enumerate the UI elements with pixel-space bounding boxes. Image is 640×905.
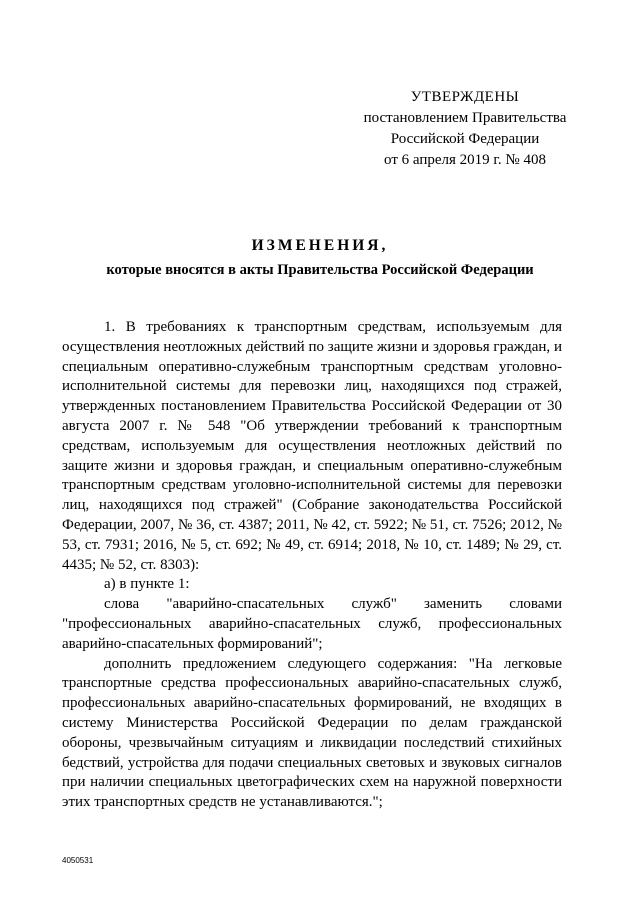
approval-stamp (330, 87, 600, 171)
document-title: ИЗМЕНЕНИЯ, (251, 237, 389, 254)
document-body (62, 318, 562, 813)
paragraph-subitem-a: а) в пункте 1: (104, 576, 190, 593)
document-code: 4050531 (62, 856, 94, 865)
approval-date-line: от 6 апреля 2019 г. № 408 (384, 152, 546, 168)
paragraph-item-1: 1. В требованиях к транспортным средствам, используемым для осуществления неотложных действий по защите жизни и здоровья граждан, и специальным оперативно-служебным транспортным средствам уголовно-исполнительной системы для перевозки лиц, находящихся под стражей, утвержденных постановлением Правительства Российской Федерации от 30 августа 2007 г. № 548 "Об утверждении требований к транспортным средствам, используемым для осуществления неотложных действий по защите жизни и здоровья граждан, и специальным оперативно-служебным транспортным средствам уголовно-исполнительной системы для перевозки лиц, находящихся под стражей" (Собрание законодательства Российской Федерации, 2007, № 36, ст. 4387; 2011, № 42, ст. 5922; № 51, ст. 7526; 2012, № 53, ст. 7931; 2016, № 5, ст. 692; № 49, ст. 6914; 2018, № 10, ст. 1489; № 29, ст. 4435; № 52, ст. 8303): (62, 319, 562, 573)
paragraph-add-sentence: дополнить предложением следующего содержания: "На легковые транспортные средства профессиональных аварийно-спасательных служб, профессиональных аварийно-спасательных формирований, не входящих в систему Министерства Российской Федерации по делам гражданской обороны, чрезвычайным ситуациям и ликвидации последствий стихийных бедствий, устройства для подачи специальных световых и звуковых сигналов при наличии специальных цветографических схем на наружной поверхности этих транспортных средств не устанавливаются."; (62, 655, 562, 811)
document-subtitle: которые вносятся в акты Правительства Российской Федерации (106, 262, 534, 278)
paragraph-words-replace: слова "аварийно-спасательных служб" заменить словами "профессиональных аварийно-спасательных служб, профессиональных аварийно-спасательных формирований"; (62, 596, 562, 652)
approval-decree-line: постановлением Правительства (363, 110, 567, 126)
approval-heading: УТВЕРЖДЕНЫ (410, 89, 520, 105)
approval-authority-line: Российской Федерации (390, 131, 540, 147)
